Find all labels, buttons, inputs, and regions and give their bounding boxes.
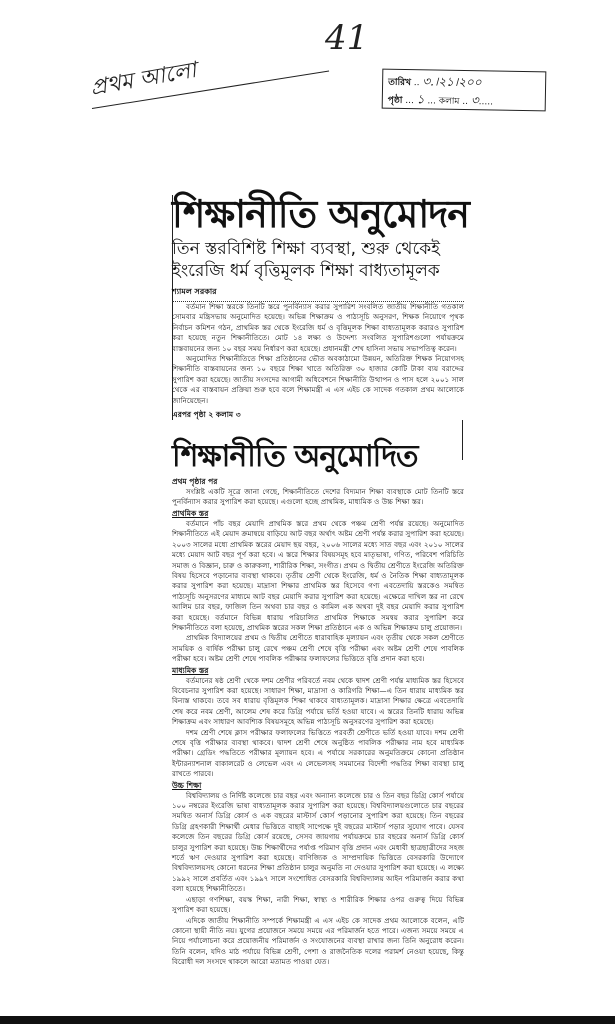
headline: শিক্ষানীতি অনুমোদিত (172, 439, 418, 475)
paragraph: অনুমোদিত শিক্ষানীতিতে শিক্ষা প্রতিষ্ঠানের ভৌত অবকাঠামো উন্নয়ন, অতিরিক্ত শিক্ষক নিয়োগসহ শিক্ষানীতি বাস্তবায়নের জন্য ১০ বছরে শিক্ষা খাতে অতিরিক্ত ৩০ হাজার কোটি টাকা ব্যয় বরাদ্দের সুপারিশ করা হয়েছে। জাতীয় সংসদের আগামী অধিবেশনে শিক্ষানীতি উত্থাপন ও পাস হলে ২০০১ সাল থেকে এর বাস্তবায়ন প্রক্রিয়া শুরু হবে বলে শিক্ষামন্ত্রী এ এস এইচ কে সাদেক গতকাল প্রথম আলোকে জানিয়েছেন। (172, 354, 464, 405)
handwritten-note: প্রথম আলো (88, 57, 199, 102)
article-continued (172, 438, 464, 967)
scan-edge (0, 1016, 615, 1024)
stamp-date-value: ৩.।২১।২০০ (422, 74, 482, 90)
stamp-column-label: কলাম (438, 96, 460, 107)
paragraph: এদিকে জাতীয় শিক্ষানীতি সম্পর্কে শিক্ষামন্ত্রী এ এস এইচ কে সাদেক প্রথম আলোকে বলেন, এটি কোনো স্থায়ী নীতি নয়। যুগের প্রয়োজনে সময়ে সময়ে এর পরিমার্জন হতে পারে। এজন্য সময়ে সময়ে এ নিয়ে পর্যালোচনা করে প্রয়োজনীয় পরিমার্জন ও সংযোজনের ব্যবস্থা রাখার জন্য তিনি অনুরোধ করেন। তিনি বলেন, যদিও মাঠ পর্যায়ে বিভিন্ন শ্রেণী, পেশা ও রাজনৈতিক দলের পরামর্শ নেওয়া হয়েছে, কিন্তু বিরোধী দল সংসদে থাকলে আরো মতামত পাওয়া যেত। (172, 915, 464, 967)
paragraph: দশম শ্রেণী শেষে ক্লাস পরীক্ষার ফলাফলের ভিত্তিতে পরবর্তী শ্রেণীতে ভর্তি হওয়া যাবে। দশম শ্রেণী শেষে বৃত্তি পরীক্ষার ব্যবস্থা থাকবে। দ্বাদশ শ্রেণী শেষে অনুষ্ঠিত পাবলিক পরীক্ষার নাম হবে মাধ্যমিক পরীক্ষা। গ্রেডিং পদ্ধতিতে পরীক্ষার মূল্যায়ন হবে। এ পর্যায়ে সরকারের অনুমতিক্রমে কোনো প্রতিষ্ঠান ইন্টারন্যাশনাল বাকালরেট ও লেভেল এবং এ লেভেলসহ সমমানের বিদেশী পদ্ধতির শিক্ষা ব্যবস্থা চালু রাখতে পারবে। (172, 727, 464, 779)
article-front-page (172, 190, 469, 422)
paragraph: বর্তমানে পাঁচ বছর মেয়াদি প্রাথমিক স্তরে প্রথম থেকে পঞ্চম শ্রেণী পর্যন্ত রয়েছে। অনুমোদিত শিক্ষানীতিতে এই মেয়াদ ক্রমান্বয়ে বাড়িয়ে আট বছর অর্থাৎ অষ্টম শ্রেণী পর্যন্ত করার সুপারিশ করা হয়েছে। ২০০৩ সালের মধ্যে প্রাথমিক স্তরের মেয়াদ ছয় বছর, ২০০৬ সালের মধ্যে সাত বছর এবং ২০১০ সালের মধ্যে মেয়াদ আট বছর পূর্ণ করা হবে। এ স্তরে শিক্ষার বিষয়সমূহ হবে মাতৃভাষা, গণিত, পরিবেশ পরিচিতি সমাজ ও বিজ্ঞান, চারু ও কারুকলা, শারীরিক শিক্ষা, সংগীত। প্রথম ও দ্বিতীয় শ্রেণীতে ইংরেজি অতিরিক্ত বিষয় হিসেবে পড়ানোর ব্যবস্থা থাকবে। তৃতীয় শ্রেণী থেকে ইংরেজি, ধর্ম ও নৈতিক শিক্ষা বাধ্যতামূলক করার সুপারিশ করা হয়েছে। মাদ্রাসা শিক্ষার প্রাথমিক স্তর হিসেবে গণ্য এবতেদায়ি স্তরকেও সমন্বিত পাঠ্যসূচি অনুসরণের মাধ্যমে আট বছর মেয়াদি করার সুপারিশ করা হয়েছে। এক্ষেত্রে দাখিল স্তর না রেখে আলিম চার বছর, ফাজিল তিন অথবা চার বছর ও কামিল এক অথবা দুই বছর মেয়াদি করার সুপারিশ করা হয়েছে। বর্তমানে বিভিন্ন ধারায় পরিচালিত প্রাথমিক শিক্ষাকে সমন্বয় করার সুপারিশ করে শিক্ষানীতিতে বলা হয়েছে, প্রাথমিক স্তরের সকল শিক্ষা প্রতিষ্ঠানে এক ও অভিন্ন শিক্ষাক্রম চালু প্রয়োজন। (172, 518, 464, 632)
section-heading: মাধ্যমিক স্তর (172, 665, 209, 675)
paragraph: বর্তমানের ষষ্ঠ শ্রেণী থেকে দশম শ্রেণীর পরিবর্তে নবম থেকে দ্বাদশ শ্রেণী পর্যন্ত মাধ্যমিক স্তর হিসেবে বিবেচনার সুপারিশ করা হয়েছে। সাধারণ শিক্ষা, মাদ্রাসা ও কারিগরি শিক্ষা—এ তিন ধারায় মাধ্যমিক স্তর বিন্যস্ত থাকবে। তবে সব ধারায় বৃত্তিমূলক শিক্ষা থাকবে বাধ্যতামূলক। মাদ্রাসা শিক্ষার ক্ষেত্রে এবতেদায়ি শেষ করে নবম শ্রেণী, আলেম শেষ করে ডিগ্রি পর্যায়ে ভর্তি হওয়া যাবে। এ স্তরের তিনটি ধারায় অভিন্ন শিক্ষাক্রম এবং সাধারণ আবশ্যিক বিষয়সমূহে অভিন্ন পাঠ্যসূচি অনুসরণের সুপারিশ করা হয়েছে। (172, 675, 464, 727)
paragraph: বিশ্ববিদ্যালয় ও নির্দিষ্ট কলেজে চার বছর এবং অন্যান্য কলেজে চার ও তিন বছর ডিগ্রি কোর্স পর্যায়ে ১০০ নম্বরের ইংরেজি ভাষা বাধ্যতামূলক করার সুপারিশ করা হয়েছে। বিশ্ববিদ্যালয়গুলোতে চার বছরের সমন্বিত অনার্স ডিগ্রি কোর্স ও এক বছরের মাস্টার্স কোর্স পড়ানোর সুপারিশ করা হয়েছে। তিন বছরের ডিগ্রি গ্রহণকারী শিক্ষার্থী মেধার ভিত্তিতে বাছাই সাপেক্ষে দুই বছরের মাস্টার্স পড়ার সুযোগ পাবে। যেসব কলেজে তিন বছরের ডিগ্রি কোর্স রয়েছে, সেসব জায়গায় পর্যায়ক্রমে চার বছরের অনার্স ডিগ্রি কোর্স চালুর সুপারিশ করা হয়েছে। উচ্চ শিক্ষার্থীদের পর্যাপ্ত পরিমাণ বৃত্তি প্রদান এবং মেধাবী ছাত্রছাত্রীদের সহজ শর্তে ঋণ দেওয়ার সুপারিশ করা হয়েছে। বাণিজ্যিক ও সাম্প্রদায়িক ভিত্তিতে বেসরকারি উদ্যোগে বিশ্ববিদ্যালয়সহ কোনো ধরনের শিক্ষা প্রতিষ্ঠান চালুর অনুমতি না দেওয়ার সুপারিশ করা হয়েছে। এ লক্ষ্যে ১৯৯২ সালে প্রবর্তিত এবং ১৯৯৭ সালে সংশোধিত বেসরকারি বিশ্ববিদ্যালয় আইন পরিমার্জন করার কথা বলা হয়েছে শিক্ষানীতিতে। (172, 790, 464, 894)
news-clipping (172, 190, 469, 968)
paragraph: এছাড়া গণশিক্ষা, বয়স্ক শিক্ষা, নারী শিক্ষা, স্বাস্থ্য ও শারীরিক শিক্ষার ওপর গুরুত্ব দিয়ে বিভিন্ন সুপারিশ করা হয়েছে। (172, 894, 464, 915)
stamp-column-value: ৩ (470, 93, 479, 108)
handwritten-number: 41 (325, 18, 369, 58)
paragraph: বর্তমান শিক্ষা স্তরকে তিনটি স্তরে পুনর্বিন্যাস করার সুপারিশ সংবলিত জাতীয় শিক্ষানীতি গতকাল সোমবার মন্ত্রিসভায় অনুমোদিত হয়েছে। অভিন্ন শিক্ষাক্রম ও পাঠ্যসূচি অনুসরণ, শিক্ষক নিয়োগে পৃথক নির্বাচন কমিশন গঠন, প্রাথমিক স্তর থেকে ইংরেজি ধর্ম ও বৃত্তিমূলক শিক্ষা বাধ্যতামূলক করারও সুপারিশ করা হয়েছে নতুন শিক্ষানীতিতে। মোট ১৪ লক্ষ্য ও উদ্দেশ্য সংবলিত সুপারিশগুলো পর্যায়ক্রমে বাস্তবায়নের জন্য ১০ বছর সময় নির্ধারণ করা হয়েছে। প্রধানমন্ত্রী শেখ হাসিনা সভায় সভাপতিত্ব করেন। (172, 302, 464, 353)
subheadline: তিন স্তরবিশিষ্ট শিক্ষা ব্যবস্থা, শুরু থেকেই (172, 239, 441, 259)
paragraph: প্রাথমিক বিদ্যালয়ের প্রথম ও দ্বিতীয় শ্রেণীতে ধারাবাহিক মূল্যায়ন এবং তৃতীয় থেকে সকল শ্রেণীতে সাময়িক ও বার্ষিক পরীক্ষা চালু রেখে পঞ্চম শ্রেণী শেষে বৃত্তি পরীক্ষা এবং অষ্টম শ্রেণী শেষে পাবলিক পরীক্ষা হবে। অষ্টম শ্রেণী শেষে পাবলিক পরীক্ষার ফলাফলের ভিত্তিতে বৃত্তি প্রদান করা হবে। (172, 633, 464, 664)
stamp-page-label: পৃষ্ঠা (387, 95, 403, 106)
section-heading: উচ্চ শিক্ষা (172, 780, 202, 790)
stamp-page-value: ১ (416, 92, 425, 107)
section-heading: প্রাথমিক স্তর (172, 508, 209, 518)
continued-from: প্রথম পৃষ্ঠার পর (172, 477, 218, 487)
stamp-date-label: তারিখ (388, 77, 412, 89)
continuation-note: এরপর পৃষ্ঠা ২ কলাম ৩ (172, 410, 241, 420)
headline: শিক্ষানীতি অনুমোদন (172, 192, 469, 236)
paragraph: সংশ্লিষ্ট একটি সূত্রে জানা গেছে, শিক্ষানীতিতে দেশের বিদ্যমান শিক্ষা ব্যবস্থাকে মোট তিনটি স্তরে পুনর্বিন্যাস করার সুপারিশ করা হয়েছে। এগুলো হচ্ছে প্রাথমিক, মাধ্যমিক ও উচ্চ শিক্ষা স্তর। (172, 487, 464, 507)
byline: শ্যামল সরকার (172, 284, 464, 302)
subheadline: ইংরেজি ধর্ম বৃত্তিমূলক শিক্ষা বাধ্যতামূলক (172, 261, 440, 281)
date-stamp: তারিখ .. ৩.।২১।২০০ পৃষ্ঠা ... ১ ... কলাম .. ৩..... (382, 69, 547, 112)
